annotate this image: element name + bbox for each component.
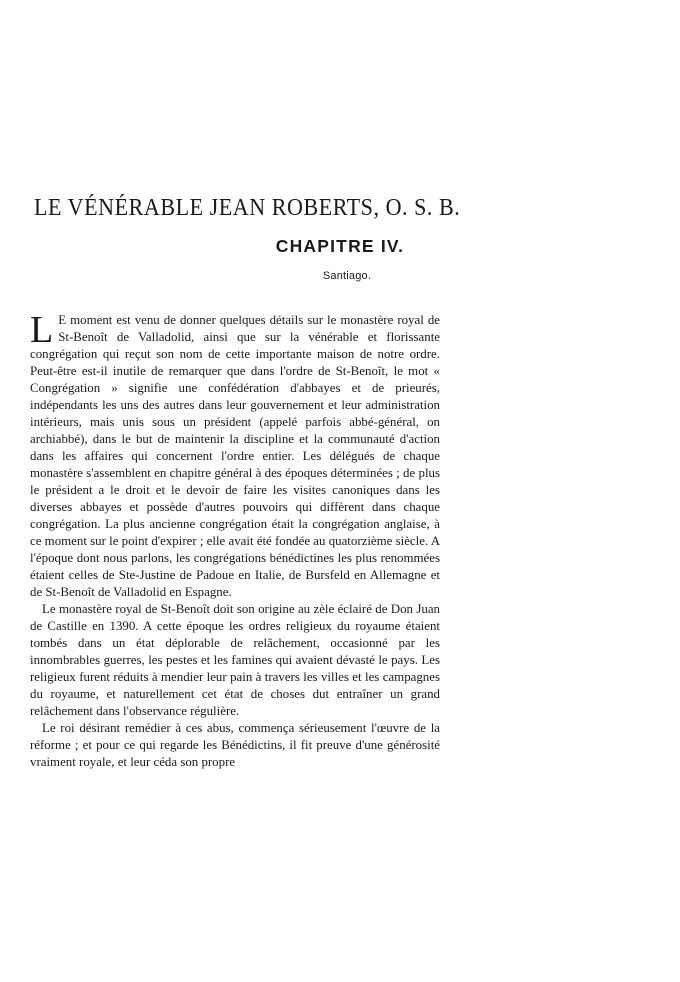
chapter-subtitle: Santiago. [322,270,372,282]
body-text [30,309,441,771]
page-title: LE VÉNÉRABLE JEAN ROBERTS, O. S. B. [34,194,461,221]
paragraph-3: Le roi désirant remédier à ces abus, commença sérieusement l'œuvre de la réforme ; et pour ce qui regarde les Bénédictins, il fit preuve d'une générosité vraiment royale, et leur céda son propre [30,721,440,769]
paragraph-1-text: E moment est venu de donner quelques détails sur le monastère royal de St-Benoît de Valladolid, ainsi que sur la vénérable et florissante congrégation qui reçut son nom de cette importante maison de notre ordre. Peut-être est-il inutile de remarquer que dans l'ordre de St-Benoît, le mot « Congrégation » signifie une confédération d'abbayes et de prieurés, indépendants les uns des autres dans leur gouvernement et leur administration intérieurs, mais unis sous un président (appelé parfois abbé-général, on archiabbé), dans le but de maintenir la discipline et la communauté d'action dans les affaires qui concernent l'ordre entier. Les délégués de chaque monastère s'assemblent en chapitre général à des époques déterminées ; de plus le président a le droit et le devoir de faire les visites canoniques dans les diverses abbayes et possède d'autres pouvoirs qui diffèrent dans chaque congrégation. La plus ancienne congrégation était la congrégation anglaise, à ce moment sur le point d'expirer ; elle avait été fondée au quatorzième siècle. A l'époque dont nous parlons, les congrégations bénédictines les plus renommées étaient celles de Ste-Justine de Padoue en Italie, de Bursfeld en Allemagne et de St-Benoît de Valladolid en Espagne. [30,313,441,599]
drop-cap: L [30,309,54,351]
paragraph-2: Le monastère royal de St-Benoît doit son origine au zèle éclairé de Don Juan de Castille en 1390. A cette époque les ordres religieux du royaume étaient tombés dans un état déplorable de relâchement, occasionné par les innombrables guerres, les pestes et les famines qui avaient dévasté le pays. Les religieux furent réduits à mendier leur pain à travers les villes et les campagnes du royaume, et naturellement cet état de choses dut entraîner un grand relâchement dans l'observance régulière. [30,602,440,718]
paragraph-1 [30,309,441,601]
chapter-heading: CHAPITRE IV. [275,236,405,256]
